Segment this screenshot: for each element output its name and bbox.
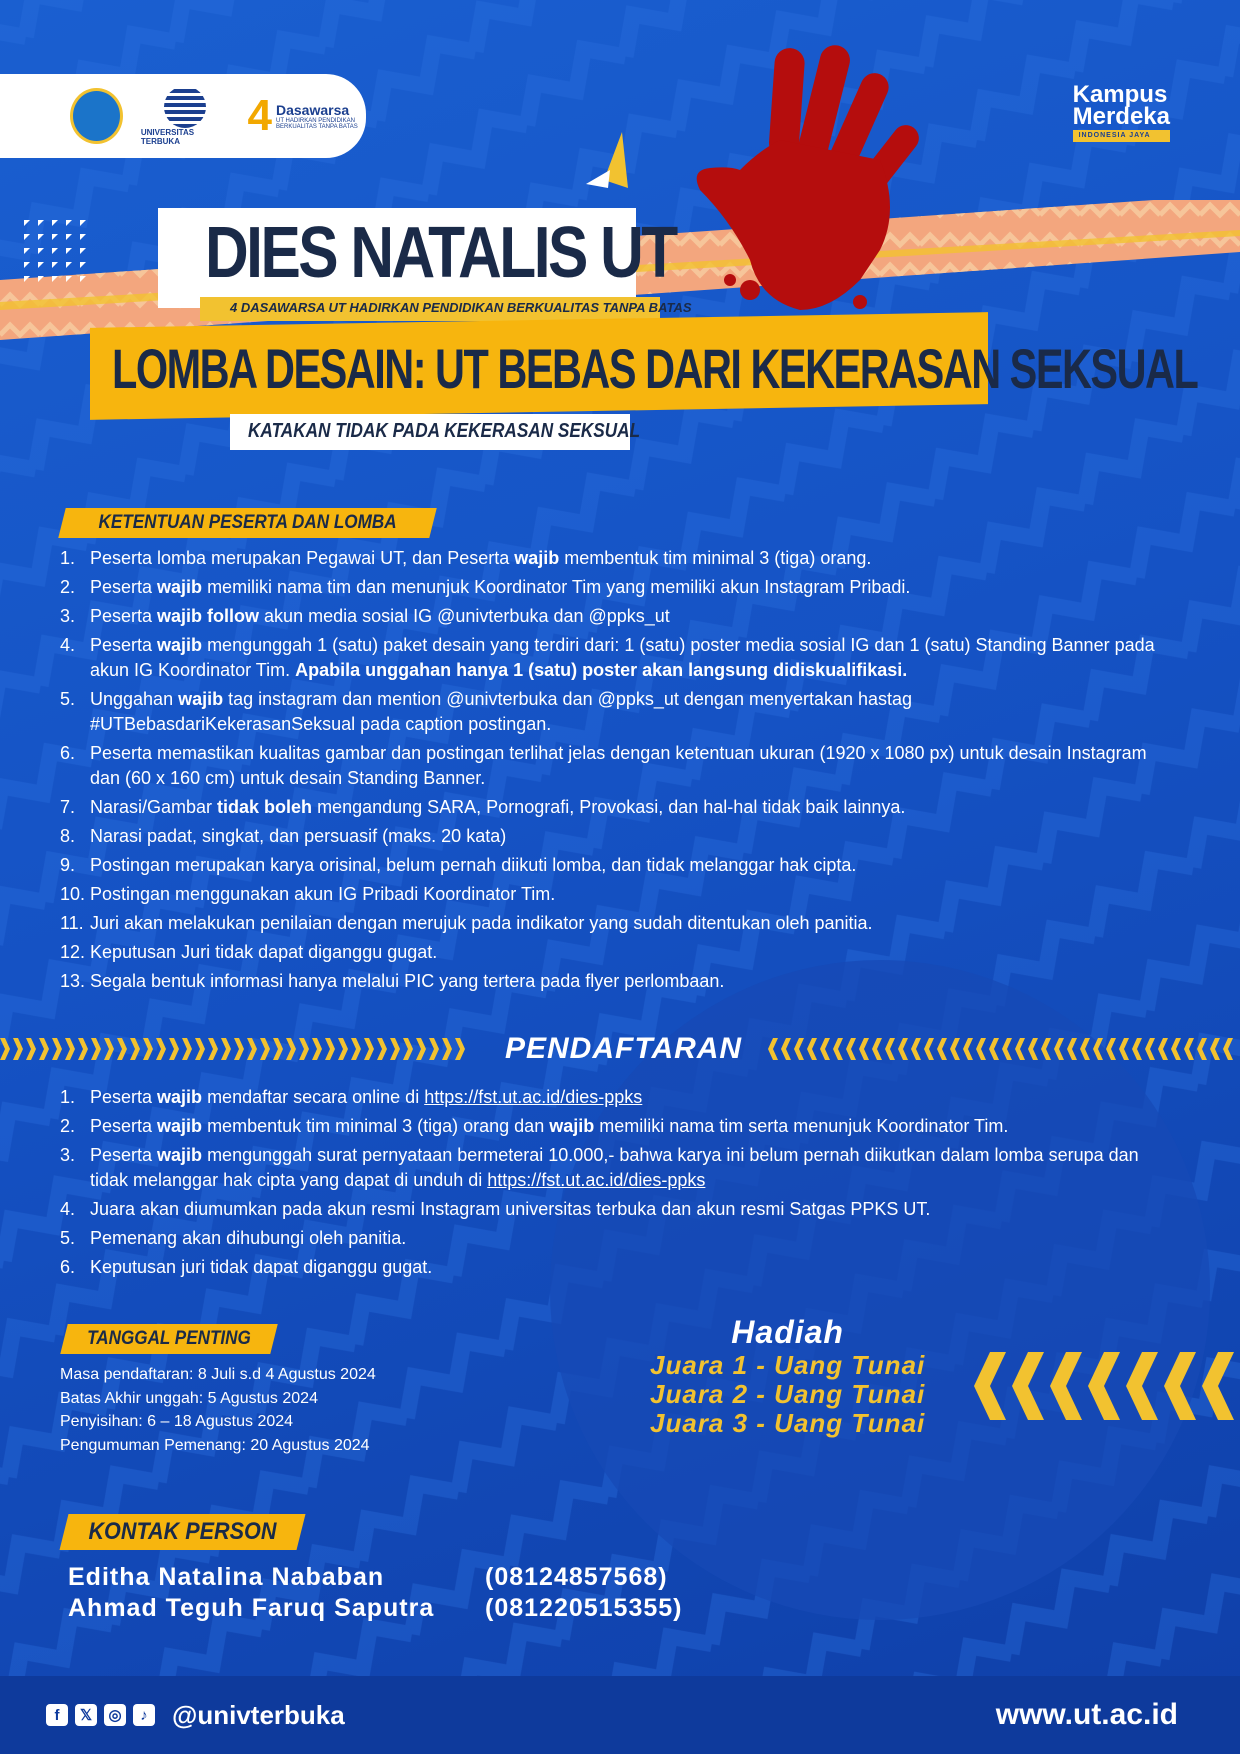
- hadiah-heading: Hadiah: [731, 1314, 844, 1350]
- list-text: Peserta: [90, 606, 158, 626]
- tanggal-line: Masa pendaftaran: 8 Juli s.d 4 Agustus 2024: [60, 1366, 376, 1383]
- chevron-right-icon: [351, 1038, 361, 1060]
- chevron-left-icon: [1028, 1038, 1038, 1060]
- list-item: [60, 546, 1180, 571]
- emphasis-text: Apabila unggahan hanya 1 (satu) poster akan langsung didiskualifikasi.: [295, 660, 908, 680]
- emphasis-text: tidak boleh: [217, 797, 313, 817]
- tanggal-dates: [60, 1363, 376, 1457]
- list-text: Peserta: [90, 577, 158, 597]
- chevron-right-icon: [260, 1038, 270, 1060]
- chevron-right-icon: [52, 1038, 62, 1060]
- list-number: 9.: [60, 855, 76, 875]
- chevron-right-icon: [91, 1038, 101, 1060]
- registration-link[interactable]: https://fst.ut.ac.id/dies-ppks: [424, 1087, 643, 1107]
- chevron-right-icon: [234, 1038, 244, 1060]
- list-number: 5.: [60, 689, 76, 709]
- list-number: 3.: [60, 1145, 76, 1165]
- chevron-left-icon: [1093, 1038, 1103, 1060]
- tanggal-heading-tag: [64, 1324, 274, 1354]
- list-number: 6.: [60, 1257, 76, 1277]
- chevron-left-icon: [1119, 1038, 1129, 1060]
- kemdikbud-logo: [70, 88, 123, 144]
- chevron-left-icon: [1164, 1352, 1196, 1420]
- list-number: 8.: [60, 826, 76, 846]
- kampus-merdeka-line2: Merdeka: [1072, 103, 1170, 130]
- list-text: memiliki nama tim dan menunjuk Koordinator Tim yang memiliki akun Instagram Pribadi.: [202, 577, 911, 597]
- chevron-left-icon: [794, 1038, 804, 1060]
- kontak-phone: (081220515355): [485, 1594, 683, 1622]
- ketentuan-heading-tag: [62, 508, 433, 538]
- list-text: Juara akan diumumkan pada akun resmi Instagram universitas terbuka dan akun resmi Satgas PPKS UT.: [90, 1199, 931, 1219]
- chevron-right-icon: [0, 1038, 10, 1060]
- website-link[interactable]: www.ut.ac.id: [995, 1698, 1178, 1731]
- chevron-left-icon: [1067, 1038, 1077, 1060]
- list-item: [60, 1085, 1180, 1110]
- headline: LOMBA DESAIN: UT BEBAS DARI KEKERASAN SEKSUAL: [112, 337, 1198, 400]
- chevron-left-icon: [1158, 1038, 1168, 1060]
- chevron-left-icon: [1012, 1352, 1044, 1420]
- kontak-phone: (08124857568): [485, 1563, 668, 1591]
- emphasis-text: wajib: [157, 577, 203, 597]
- chevron-right-icon: [364, 1038, 374, 1060]
- list-number: 3.: [60, 606, 76, 626]
- list-item: [60, 741, 1180, 791]
- chevron-left-icon: [859, 1038, 869, 1060]
- kontak-name: Editha Natalina Nababan: [68, 1563, 385, 1591]
- chevron-right-icon: [416, 1038, 426, 1060]
- list-text: mendaftar secara online di: [202, 1087, 425, 1107]
- red-hand-icon: [680, 40, 940, 320]
- list-text: mengunggah surat pernyataan bermeterai 10.000,- bahwa karya ini belum pernah diikutkan dalam lomba serupa dan tidak melanggar hak cipta yang dapat di unduh di: [90, 1145, 1139, 1190]
- chevron-left-icon: [872, 1038, 882, 1060]
- ut-globe-icon: [164, 86, 206, 128]
- list-item: [60, 940, 1180, 965]
- list-item: [60, 1255, 1180, 1280]
- list-text: mengandung SARA, Pornografi, Provokasi, dan hal-hal tidak baik lainnya.: [312, 797, 906, 817]
- pendaftaran-list: [60, 1085, 1180, 1284]
- list-item: [60, 853, 1180, 878]
- chevron-left-icon: [974, 1352, 1006, 1420]
- chevron-right-icon: [26, 1038, 36, 1060]
- tanggal-line: Penyisihan: 6 – 18 Agustus 2024: [60, 1413, 294, 1430]
- list-item: [60, 969, 1180, 994]
- emphasis-text: wajib: [157, 1087, 203, 1107]
- chevron-right-icon: [299, 1038, 309, 1060]
- chevron-left-icon: [833, 1038, 843, 1060]
- list-item: [60, 795, 1180, 820]
- list-text: Juri akan melakukan penilaian dengan merujuk pada indikator yang sudah ditentukan oleh panitia.: [90, 913, 873, 933]
- social-handle[interactable]: @univterbuka: [172, 1699, 345, 1730]
- chevron-left-icon: [963, 1038, 973, 1060]
- registration-link[interactable]: https://fst.ut.ac.id/dies-ppks: [487, 1170, 706, 1190]
- chevron-left-icon: [1223, 1038, 1233, 1060]
- chevron-right-icon: [182, 1038, 192, 1060]
- chevron-left-icon: [820, 1038, 830, 1060]
- list-item: [60, 824, 1180, 849]
- chevron-left-icon: [781, 1038, 791, 1060]
- list-item: [60, 1197, 1180, 1222]
- tanggal-heading: TANGGAL PENTING: [87, 1328, 251, 1349]
- list-text: membentuk tim minimal 3 (tiga) orang dan: [202, 1116, 550, 1136]
- tagline: KATAKAN TIDAK PADA KEKERASAN SEKSUAL: [248, 420, 641, 442]
- pendaftaran-heading: PENDAFTARAN: [505, 1032, 743, 1065]
- kontak-phones: [485, 1562, 683, 1624]
- chevron-right-icon: [208, 1038, 218, 1060]
- list-number: 2.: [60, 1116, 76, 1136]
- list-item: [60, 882, 1180, 907]
- chevron-left-icon: [846, 1038, 856, 1060]
- subtitle: 4 DASAWARSA UT HADIRKAN PENDIDIKAN BERKUALITAS TANPA BATAS: [230, 300, 692, 315]
- chevron-left-icon: [1184, 1038, 1194, 1060]
- kontak-name: Ahmad Teguh Faruq Saputra: [68, 1594, 435, 1622]
- chevron-right-icon: [455, 1038, 465, 1060]
- emphasis-text: wajib: [157, 1145, 203, 1165]
- emphasis-text: wajib: [549, 1116, 595, 1136]
- list-text: Peserta: [90, 635, 158, 655]
- list-text: Peserta: [90, 1145, 158, 1165]
- list-number: 12.: [60, 942, 86, 962]
- chevron-right-icon: [286, 1038, 296, 1060]
- list-text: Segala bentuk informasi hanya melalui PIC yang tertera pada flyer perlombaan.: [90, 971, 725, 991]
- chevron-right-icon: [195, 1038, 205, 1060]
- kampus-merdeka-line1: Kampus: [1072, 81, 1168, 108]
- triangle-decoration: [584, 132, 634, 188]
- chevron-right-icon: [143, 1038, 153, 1060]
- tanggal-line: Pengumuman Pemenang: 20 Agustus 2024: [60, 1436, 370, 1454]
- chevron-right-icon: [221, 1038, 231, 1060]
- chevron-right-icon: [104, 1038, 114, 1060]
- list-number: 7.: [60, 797, 76, 817]
- chevron-left-icon: [1002, 1038, 1012, 1060]
- kontak-heading-tag: [64, 1514, 301, 1550]
- chevron-left-icon: [1080, 1038, 1090, 1060]
- dasawarsa-label: Dasawarsa: [276, 102, 350, 118]
- tanggal-line: Batas Akhir unggah: 5 Agustus 2024: [60, 1389, 318, 1407]
- instagram-icon[interactable]: ◎: [104, 1704, 126, 1726]
- chevron-left-icon: [911, 1038, 921, 1060]
- list-text: Postingan merupakan karya orisinal, belum pernah diikuti lomba, dan tidak melanggar hak cipta.: [90, 855, 857, 875]
- chevron-left-icon: [1050, 1352, 1082, 1420]
- ut-logo: [141, 86, 230, 146]
- chevron-right-icon: [117, 1038, 127, 1060]
- chevron-right-icon: [247, 1038, 257, 1060]
- hadiah-item: Juara 3 - Uang Tunai: [650, 1408, 926, 1438]
- hadiah-block: [650, 1314, 925, 1438]
- kampus-merdeka-sub: INDONESIA JAYA: [1073, 130, 1170, 142]
- chevron-left-icon: [976, 1038, 986, 1060]
- chevron-right-icon: [13, 1038, 23, 1060]
- chevron-left-icon: [1106, 1038, 1116, 1060]
- chevron-left-icon: [807, 1038, 817, 1060]
- list-item: [60, 633, 1180, 683]
- list-text: Narasi padat, singkat, dan persuasif (maks. 20 kata): [90, 826, 507, 846]
- dasawarsa-tagline: UT HADIRKAN PENDIDIKAN BERKUALITAS TANPA BATAS: [276, 118, 358, 130]
- chevron-left-icon: [1126, 1352, 1158, 1420]
- list-number: 1.: [60, 1087, 76, 1107]
- list-text: Pemenang akan dihubungi oleh panitia.: [90, 1228, 407, 1248]
- header-logo-bar: [0, 74, 366, 158]
- list-text: Postingan menggunakan akun IG Pribadi Koordinator Tim.: [90, 884, 556, 904]
- chevron-right-icon: [325, 1038, 335, 1060]
- list-text: Peserta: [90, 1087, 158, 1107]
- chevron-left-icon: [924, 1038, 934, 1060]
- list-item: [60, 687, 1180, 737]
- emphasis-text: wajib: [157, 635, 203, 655]
- emphasis-text: wajib: [178, 689, 224, 709]
- chevron-right-icon: [78, 1038, 88, 1060]
- chevron-left-icon: [1202, 1352, 1234, 1420]
- list-text: memiliki nama tim serta menunjuk Koordinator Tim.: [594, 1116, 1009, 1136]
- list-text: tag instagram dan mention @univterbuka dan @ppks_ut dengan menyertakan hastag #UTBebasdariKekerasanSeksual pada caption postingan.: [90, 689, 913, 734]
- chevron-right-icon: [130, 1038, 140, 1060]
- chevron-left-icon: [1041, 1038, 1051, 1060]
- list-item: [60, 1226, 1180, 1251]
- ketentuan-heading: KETENTUAN PESERTA DAN LOMBA: [98, 512, 397, 533]
- list-number: 5.: [60, 1228, 76, 1248]
- list-text: Peserta lomba merupakan Pegawai UT, dan Peserta: [90, 548, 515, 568]
- chevron-left-icon: [768, 1038, 778, 1060]
- chevron-left-icon: [1054, 1038, 1064, 1060]
- emphasis-text: wajib: [157, 1116, 203, 1136]
- facebook-icon[interactable]: f: [46, 1704, 68, 1726]
- kampus-merdeka-logo: [1072, 81, 1170, 142]
- chevron-left-icon: [1171, 1038, 1181, 1060]
- list-text: Peserta memastikan kualitas gambar dan postingan terlihat jelas dengan ketentuan ukuran (1920 x 1080 px) untuk desain Instagram dan (60 x 160 cm) untuk desain Standing Banner.: [90, 743, 1147, 788]
- x-icon[interactable]: 𝕏: [75, 1704, 97, 1726]
- list-number: 2.: [60, 577, 76, 597]
- chevron-right-icon: [429, 1038, 439, 1060]
- list-number: 10.: [60, 884, 86, 904]
- chevron-right-icon: [338, 1038, 348, 1060]
- hadiah-item: Juara 2 - Uang Tunai: [650, 1379, 926, 1409]
- list-number: 1.: [60, 548, 76, 568]
- chevron-right-icon: [169, 1038, 179, 1060]
- list-text: akun media sosial IG @univterbuka dan @ppks_ut: [259, 606, 670, 626]
- emphasis-text: wajib follow: [157, 606, 260, 626]
- list-item: [60, 1143, 1180, 1193]
- dot-grid-decoration: [20, 216, 90, 286]
- chevron-right-icon: [377, 1038, 387, 1060]
- chevron-left-icon: [937, 1038, 947, 1060]
- list-item: [60, 575, 1180, 600]
- chevron-right-icon: [312, 1038, 322, 1060]
- chevron-left-icon: [989, 1038, 999, 1060]
- tiktok-icon[interactable]: ♪: [133, 1704, 155, 1726]
- chevron-right-icon: [273, 1038, 283, 1060]
- list-number: 6.: [60, 743, 76, 763]
- list-text: Keputusan juri tidak dapat diganggu gugat.: [90, 1257, 433, 1277]
- chevron-left-icon: [898, 1038, 908, 1060]
- dasawarsa-logo: [247, 91, 366, 140]
- chevron-left-icon: [1088, 1352, 1120, 1420]
- ut-logo-label: UNIVERSITAS TERBUKA: [140, 128, 195, 146]
- chevron-left-icon: [1015, 1038, 1025, 1060]
- list-number: 13.: [60, 971, 86, 991]
- chevron-left-icon: [1210, 1038, 1220, 1060]
- list-item: [60, 911, 1180, 936]
- chevron-right-icon: [403, 1038, 413, 1060]
- chevron-right-icon: [442, 1038, 452, 1060]
- chevron-right-icon: [65, 1038, 75, 1060]
- chevron-right-icon: [156, 1038, 166, 1060]
- chevron-left-icon: [885, 1038, 895, 1060]
- list-text: membentuk tim minimal 3 (tiga) orang.: [559, 548, 872, 568]
- chevron-right-icon: [390, 1038, 400, 1060]
- page-title: DIES NATALIS UT: [205, 213, 676, 293]
- chevron-left-icon: [1132, 1038, 1142, 1060]
- list-text: Peserta: [90, 1116, 158, 1136]
- kontak-heading: KONTAK PERSON: [88, 1518, 277, 1545]
- chevron-row-left: [0, 1038, 470, 1062]
- list-text: mengunggah 1 (satu) paket desain yang terdiri dari: 1 (satu) poster media sosial IG dan 1 (satu) Standing Banner pada akun IG Koordinator Tim.: [90, 635, 1155, 680]
- list-number: 4.: [60, 1199, 76, 1219]
- list-text: Narasi/Gambar: [90, 797, 218, 817]
- kontak-names: [68, 1562, 434, 1624]
- chevron-right-icon: [39, 1038, 49, 1060]
- list-text: Keputusan Juri tidak dapat diganggu gugat.: [90, 942, 438, 962]
- list-number: 11.: [60, 913, 84, 933]
- list-text: Unggahan: [90, 689, 179, 709]
- chevron-row-right: [768, 1038, 1240, 1062]
- chevron-left-icon: [950, 1038, 960, 1060]
- chevron-left-icon: [1145, 1038, 1155, 1060]
- hadiah-item: Juara 1 - Uang Tunai: [650, 1350, 926, 1380]
- list-number: 4.: [60, 635, 76, 655]
- chevron-left-icon: [1197, 1038, 1207, 1060]
- dasawarsa-number: 4: [247, 91, 272, 140]
- hadiah-chevrons: [974, 1352, 1234, 1420]
- footer: [0, 1676, 1240, 1754]
- emphasis-text: wajib: [514, 548, 560, 568]
- ketentuan-list: [60, 546, 1180, 998]
- list-item: [60, 604, 1180, 629]
- list-item: [60, 1114, 1180, 1139]
